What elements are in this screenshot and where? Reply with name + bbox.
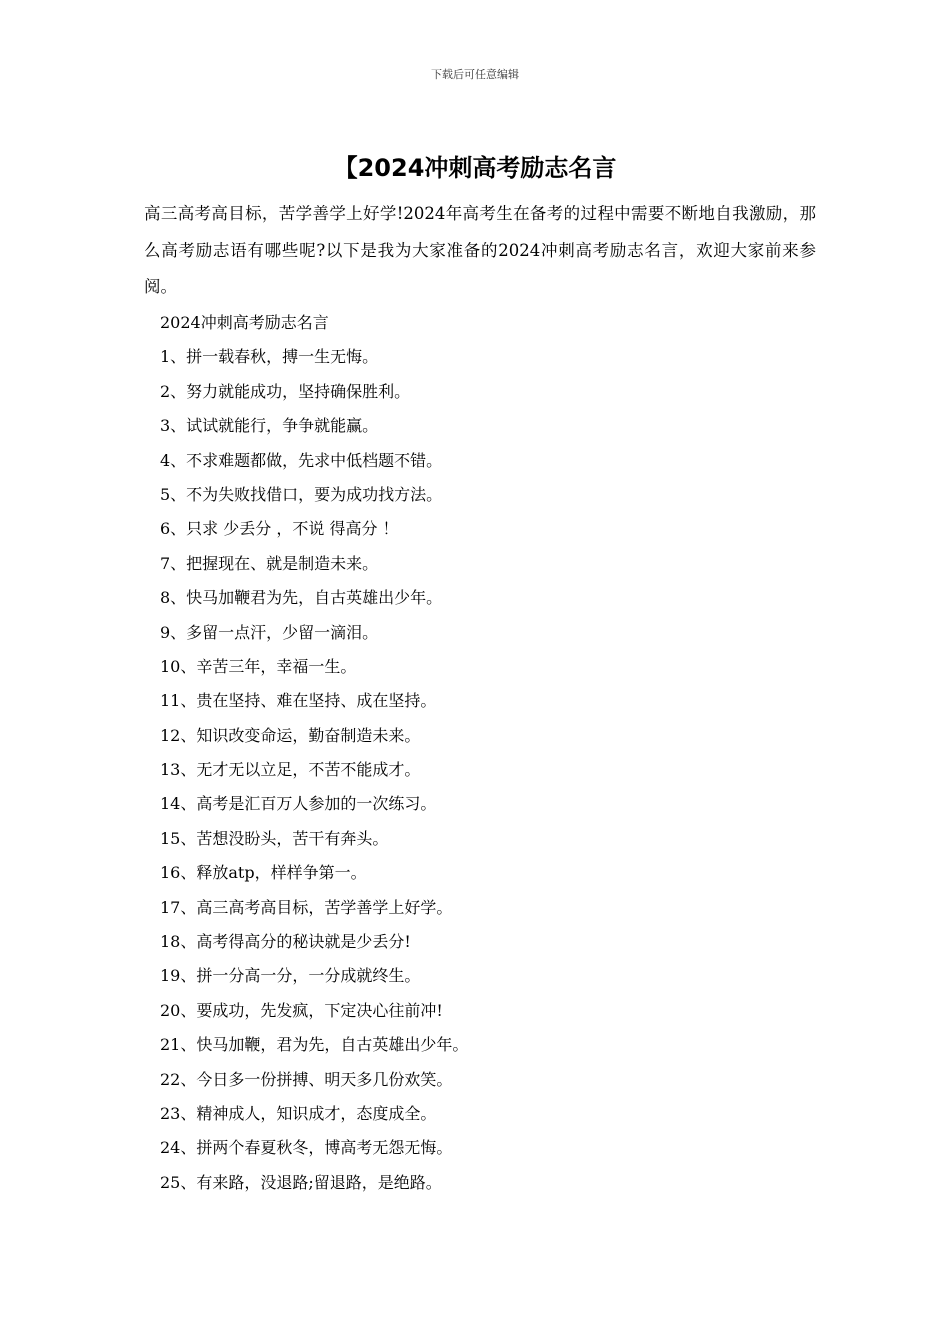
list-item: 5、不为失败找借口，要为成功找方法。 [160,484,443,504]
document-title: 【2024冲刺高考励志名言 [333,154,617,182]
list-item: 24、拼两个春夏秋冬，博高考无怨无悔。 [160,1138,453,1158]
list-item: 22、今日多一份拼搏、明天多几份欢笑。 [160,1069,453,1089]
list-item: 11、贵在坚持、难在坚持、成在坚持。 [160,691,437,711]
intro-paragraph: 高三高考高目标，苦学善学上好学!2024年高考生在备考的过程中需要不断地自我激励，那么高考励志语有哪些呢?以下是我为大家准备的2024冲刺高考励志名言，欢迎大家前来参阅。 [144,204,816,296]
list-item: 21、快马加鞭，君为先，自古英雄出少年。 [160,1035,469,1055]
list-item: 23、精神成人，知识成才，态度成全。 [160,1103,437,1123]
quote-list [160,306,820,1200]
list-heading: 2024冲刺高考励志名言 [160,313,329,332]
list-item: 2、努力就能成功，坚持确保胜利。 [160,381,411,401]
list-item: 19、拼一分高一分，一分成就终生。 [160,966,421,986]
list-item: 14、高考是汇百万人参加的一次练习。 [160,794,437,814]
list-item: 18、高考得高分的秘诀就是少丢分! [160,932,411,952]
list-item: 10、辛苦三年，幸福一生。 [160,656,357,676]
list-item: 6、只求 少丢分 ，不说 得高分 ！ [160,519,399,539]
list-item: 9、多留一点汗，少留一滴泪。 [160,622,379,642]
list-item: 12、知识改变命运，勤奋制造未来。 [160,725,421,745]
header-note: 下载后可任意编辑 [431,68,519,81]
list-item: 15、苦想没盼头，苦干有奔头。 [160,828,389,848]
list-item: 3、试试就能行，争争就能赢。 [160,416,379,436]
list-item: 13、无才无以立足，不苦不能成才。 [160,760,421,780]
list-item: 25、有来路，没退路;留退路，是绝路。 [160,1172,442,1192]
list-item: 4、不求难题都做，先求中低档题不错。 [160,450,443,470]
list-item: 8、快马加鞭君为先，自古英雄出少年。 [160,588,443,608]
list-item: 16、释放atp，样样争第一。 [160,863,367,883]
list-item: 17、高三高考高目标，苦学善学上好学。 [160,897,453,917]
list-item: 20、要成功，先发疯，下定决心往前冲! [160,1000,443,1020]
list-item: 7、把握现在、就是制造未来。 [160,553,379,573]
list-item: 1、拼一载春秋，搏一生无悔。 [160,347,379,367]
